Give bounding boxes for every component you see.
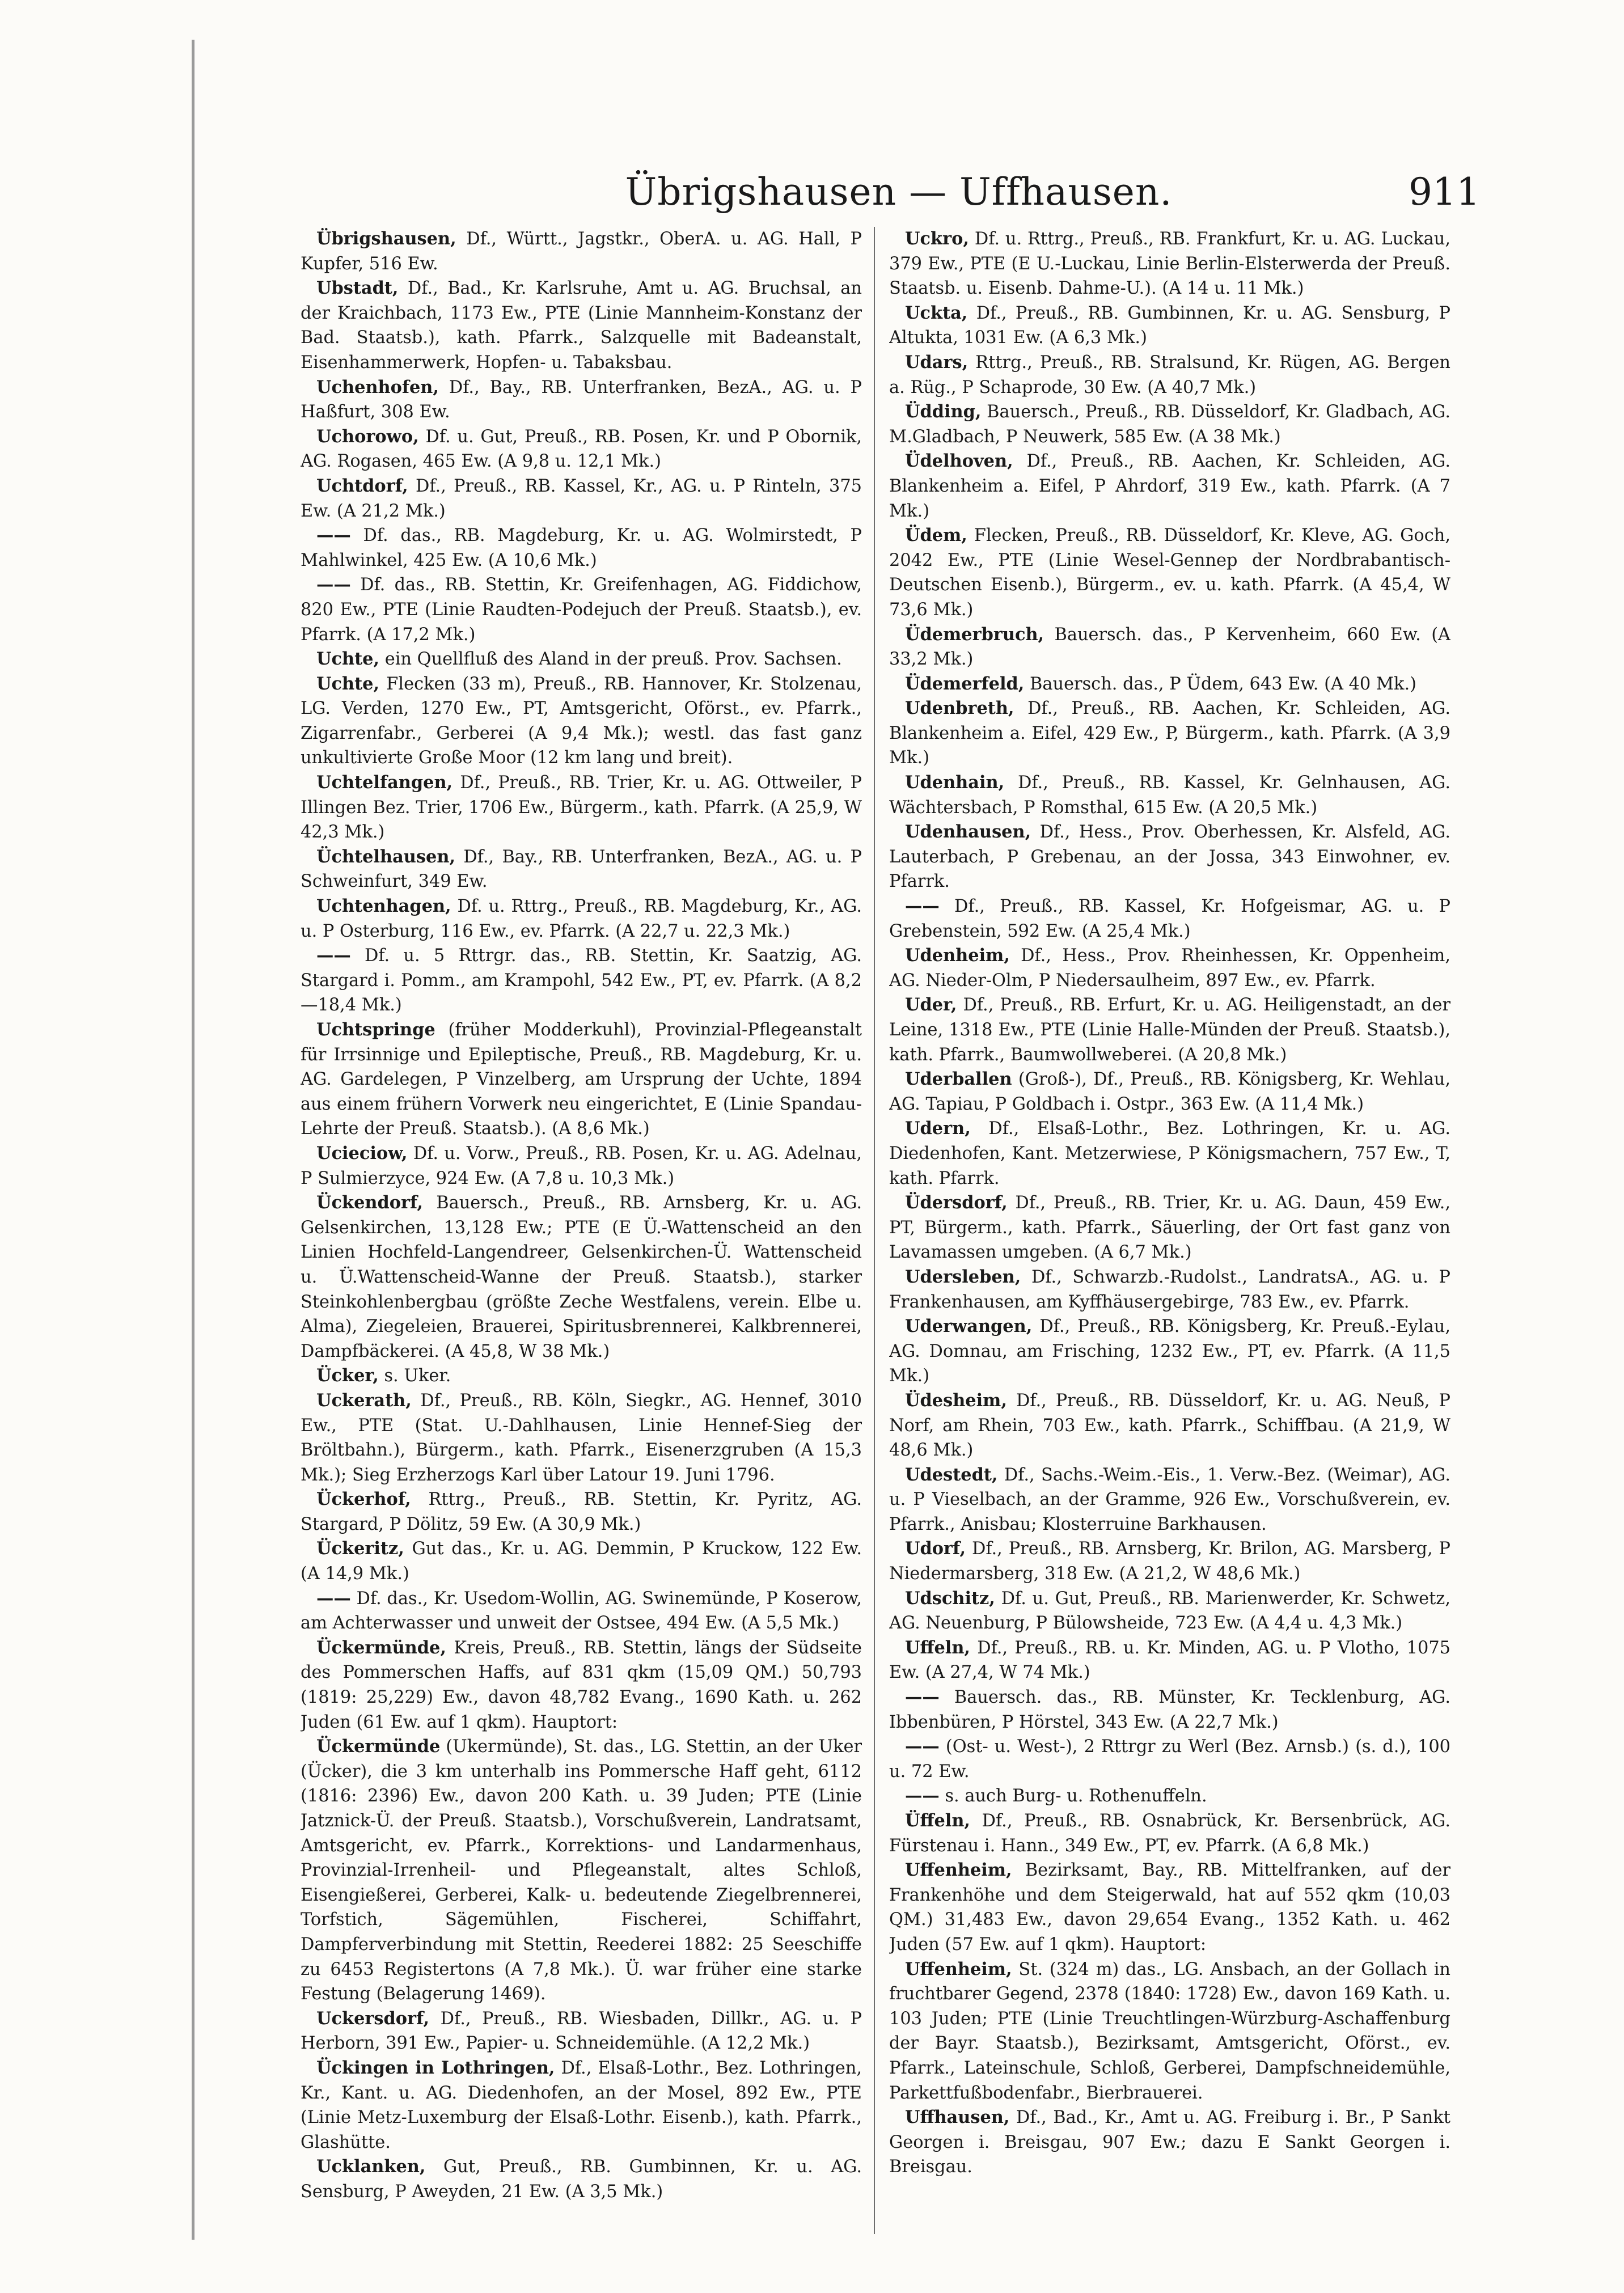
entry-text: Df., Bay., RB. Unterfranken, BezA., AG. u. P Schweinfurt, 349 Ew. (301, 847, 862, 892)
entry-text: Df., Elsaß-Lothr., Bez. Lothringen, Kr. u. AG. Diedenhofen, Kant. Metzerwiese, P Königsmachern, 757 Ew., T, kath. Pfarrk. (889, 1119, 1450, 1188)
entry-headword: Udenhausen, (905, 822, 1031, 843)
entry-headword: Uderwangen, (905, 1316, 1033, 1337)
page-header (318, 170, 1480, 227)
entry-headword: Ucieciow, (316, 1143, 408, 1164)
entry-text: Df., Hess., Prov. Rheinhessen, Kr. Oppenheim, AG. Nieder-Olm, P Niedersaulheim, 897 Ew., ev. Pfarrk. (889, 946, 1450, 991)
entry-text: (früher Modderkuhl), Provinzial-Pflegeanstalt für Irrsinnige und Epileptische, Preuß., RB. Magdeburg, Kr. u. AG. Gardelegen, P Vinzelberg, am Ursprung der Uchte, 1894 aus einem frühern Vorwerk neu eingerichtet, E (Linie Spandau-Lehrte der Preuß. Staatsb.). (A 8,6 Mk.) (301, 1020, 862, 1139)
entry-text: Df., Schwarzb.-Rudolst., LandratsA., AG. u. P Frankenhausen, am Kyffhäusergebirge, 783 Ew., ev. Pfarrk. (889, 1267, 1450, 1312)
entry-text: Df., Preuß., RB. Trier, Kr. u. AG. Daun, 459 Ew., PT, Bürgerm., kath. Pfarrk., Säuerling, der Ort fast ganz von Lavamassen umgeben. (A 6,7 Mk.) (889, 1193, 1450, 1263)
entry-text: (Ost- u. West-), 2 Rttrgr zu Werl (Bez. Arnsb.) (s. d.), 100 u. 72 Ew. (889, 1737, 1450, 1782)
entry-text: Flecken (33 m), Preuß., RB. Hannover, Kr. Stolzenau, LG. Verden, 1270 Ew., PT, Amtsgericht, Oförst., ev. Pfarrk., Zigarrenfabr., Gerberei (A 9,4 Mk.); westl. das fast ganz unkultivierte Große Moor (12 km lang und breit). (301, 674, 862, 768)
entry-headword: Udenbreth, (905, 698, 1014, 719)
entry-text: Df., Bay., RB. Unterfranken, BezA., AG. u. P Haßfurt, 308 Ew. (301, 377, 862, 422)
gazetteer-entry (889, 1537, 1450, 1586)
entry-text: Df., Preuß., RB. Osnabrück, Kr. Bersenbrück, AG. Fürstenau i. Hann., 349 Ew., PT, ev. Pfarrk. (A 6,8 Mk.) (889, 1811, 1450, 1856)
entry-headword: Udestedt, (905, 1464, 998, 1485)
gazetteer-entry (889, 696, 1450, 771)
entry-headword: Üdelhoven, (905, 451, 1013, 472)
entry-headword: Uffhausen, (905, 2107, 1010, 2128)
gazetteer-entry (889, 1685, 1450, 1734)
gazetteer-entry (301, 845, 862, 894)
entry-headword: Uckersdorf, (316, 2008, 430, 2029)
entry-text: Df., Preuß., RB. Aachen, Kr. Schleiden, AG. Blankenheim a. Eifel, P Ahrdorf, 319 Ew., kath. Pfarrk. (A 7 Mk.) (889, 451, 1450, 521)
entry-text: s. auch Burg- u. Rothenuffeln. (945, 1786, 1207, 1807)
entry-text: s. Uker. (384, 1366, 451, 1386)
entry-text: Df., Preuß., RB. Gumbinnen, Kr. u. AG. Sensburg, P Altukta, 1031 Ew. (A 6,3 Mk.) (889, 303, 1450, 348)
gazetteer-entry (889, 1858, 1450, 1957)
entry-headword: —— (316, 574, 351, 595)
entry-headword: Uchtspringe (316, 1019, 435, 1040)
entry-text: Flecken, Preuß., RB. Düsseldorf, Kr. Kleve, AG. Goch, 2042 Ew., PTE (Linie Wesel-Gennep der Nordbrabantisch-Deutschen Eisenb.), Bürgerm., ev. u. kath. Pfarrk. (A 45,4, W 73,6 Mk.) (889, 526, 1450, 620)
gazetteer-entry (889, 301, 1450, 350)
gazetteer-entry (301, 276, 862, 375)
gazetteer-entry (301, 1141, 862, 1191)
entry-headword: Udars, (905, 352, 969, 373)
gazetteer-entry (301, 1537, 862, 1586)
gazetteer-entry (889, 1389, 1450, 1463)
gazetteer-entry (301, 2007, 862, 2056)
gazetteer-entry (301, 1364, 862, 1389)
entry-text: Rttrg., Preuß., RB. Stralsund, Kr. Rügen, AG. Bergen a. Rüg., P Schaprode, 30 Ew. (A 40,7 Mk.) (889, 352, 1450, 397)
page-number: 911 (1409, 170, 1480, 214)
entry-headword: Uffenheim, (905, 1958, 1012, 1979)
entry-headword: Udenheim, (905, 945, 1010, 966)
gazetteer-entry (301, 425, 862, 474)
entry-headword: Ückerhof, (316, 1489, 411, 1510)
entry-text: Gut, Preuß., RB. Gumbinnen, Kr. u. AG. Sensburg, P Aweyden, 21 Ew. (A 3,5 Mk.) (301, 2157, 862, 2202)
gazetteer-entry (301, 1734, 862, 2007)
entry-headword: Udorf, (905, 1538, 966, 1559)
gazetteer-entry (889, 623, 1450, 672)
gazetteer-entry (301, 1636, 862, 1734)
gazetteer-entry (889, 1734, 1450, 1784)
entry-headword: Ubstadt, (316, 278, 399, 299)
entry-headword: Uffenheim, (905, 1860, 1012, 1881)
entry-headword: —— (905, 1736, 940, 1757)
entry-headword: Uckerath, (316, 1390, 412, 1411)
gazetteer-entry (889, 1463, 1450, 1537)
column-divider (874, 227, 875, 2234)
entry-text: Bauersch. das., RB. Münster, Kr. Tecklenburg, AG. Ibbenbüren, P Hörstel, 343 Ew. (A 22,7 Mk.) (889, 1687, 1450, 1732)
gazetteer-entry (301, 1191, 862, 1364)
entry-headword: Üdemerfeld, (905, 673, 1025, 694)
gazetteer-entry (889, 1191, 1450, 1265)
gazetteer-entry (301, 474, 862, 523)
gazetteer-entry (889, 771, 1450, 820)
entry-headword: Übrigshausen, (316, 229, 456, 249)
gazetteer-entry (301, 1389, 862, 1487)
entry-text: Df. u. Vorw., Preuß., RB. Posen, Kr. u. AG. Adelnau, P Sulmierzyce, 924 Ew. (A 7,8 u. 10,3 Mk.) (301, 1143, 862, 1188)
entry-headword: —— (905, 1786, 940, 1807)
entry-headword: Uchtenhagen, (316, 896, 451, 917)
entry-text: Df., Preuß., RB. Köln, Siegkr., AG. Hennef, 3010 Ew., PTE (Stat. U.-Dahlhausen, Linie Hennef-Sieg der Bröltbahn.), Bürgerm., kath. Pfarrk., Eisenerzgruben (A 15,3 Mk.); Sieg Erzherzogs Karl über Latour 19. Juni 1796. (301, 1390, 862, 1485)
entry-text: Df., Württ., Jagstkr., OberA. u. AG. Hall, P Kupfer, 516 Ew. (301, 229, 862, 274)
entry-headword: —— (316, 1588, 351, 1609)
gazetteer-entry (301, 573, 862, 647)
gazetteer-entry (301, 375, 862, 425)
entry-headword: Ückeritz, (316, 1538, 404, 1559)
entry-headword: Uffeln, (905, 1637, 971, 1658)
entry-text: Df., Elsaß-Lothr., Bez. Lothringen, Kr., Kant. u. AG. Diedenhofen, an der Mosel, 892 Ew., PTE (Linie Metz-Luxemburg der Elsaß-Lothr. Eisenb.), kath. Pfarrk., Glashütte. (301, 2058, 862, 2152)
entry-headword: Uderballen (905, 1069, 1012, 1090)
page-edge-line (192, 40, 194, 2240)
gazetteer-entry (301, 1018, 862, 1141)
entry-headword: Üdding, (905, 401, 982, 422)
entry-text: Rttrg., Preuß., RB. Stettin, Kr. Pyritz, AG. Stargard, P Dölitz, 59 Ew. (A 30,9 Mk.) (301, 1490, 862, 1534)
gazetteer-entry (889, 1265, 1450, 1314)
entry-headword: —— (316, 525, 351, 546)
gazetteer-entry (889, 2105, 1450, 2180)
entry-headword: Uchtelfangen, (316, 772, 453, 793)
gazetteer-entry (301, 2155, 862, 2204)
entry-headword: Uchtdorf, (316, 475, 408, 496)
entry-text: Df. u. Rttrg., Preuß., RB. Magdeburg, Kr., AG. u. P Osterburg, 116 Ew., ev. Pfarrk. (A 22,7 u. 22,3 Mk.) (301, 896, 862, 941)
gazetteer-entry (889, 1957, 1450, 2106)
gazetteer-entry (889, 1587, 1450, 1636)
entry-text: Df., Preuß., RB. Wiesbaden, Dillkr., AG. u. P Herborn, 391 Ew., Papier- u. Schneidemühle. (A 12,2 Mk.) (301, 2008, 862, 2054)
gazetteer-entry (889, 894, 1450, 944)
entry-headword: Üdersdorf, (905, 1192, 1008, 1213)
gazetteer-entry (889, 820, 1450, 894)
entry-text: Bezirksamt, Bay., RB. Mittelfranken, auf der Frankenhöhe und dem Steigerwald, hat auf 552 qkm (10,03 QM.) 31,483 Ew., davon 29,654 Evang., 1352 Kath. u. 462 Juden (57 Ew. auf 1 qkm). Hauptort: (889, 1860, 1450, 1954)
gazetteer-entry (889, 523, 1450, 622)
page-title: Übrigshausen — Uffhausen. (625, 170, 1173, 214)
entry-text: Df., Bad., Kr., Amt u. AG. Freiburg i. Br., P Sankt Georgen i. Breisgau, 907 Ew.; dazu E Sankt Georgen i. Breisgau. (889, 2108, 1450, 2177)
entry-headword: Uchenhofen, (316, 376, 439, 397)
entry-headword: Üdesheim, (905, 1390, 1007, 1411)
gazetteer-entry (889, 993, 1450, 1067)
entry-text: Df., Sachs.-Weim.-Eis., 1. Verw.-Bez. (Weimar), AG. u. P Vieselbach, an der Gramme, 926 Ew., Vorschußverein, ev. Pfarrk., Anisbau; Klosterruine Barkhausen. (889, 1465, 1450, 1534)
entry-headword: Udschitz, (905, 1588, 995, 1609)
entry-text: Bauersch., Preuß., RB. Düsseldorf, Kr. Gladbach, AG. M.Gladbach, P Neuwerk, 585 Ew. (A 38 Mk.) (889, 402, 1450, 447)
entry-headword: Uchorowo, (316, 426, 419, 447)
gazetteer-entry (301, 2056, 862, 2155)
entry-text: ein Quellfluß des Aland in der preuß. Prov. Sachsen. (384, 649, 842, 670)
entry-text: Df. das., Kr. Usedom-Wollin, AG. Swinemünde, P Koserow, am Achterwasser und unweit der Ostsee, 494 Ew. (A 5,5 Mk.) (301, 1588, 862, 1634)
gazetteer-entry (301, 523, 862, 573)
entry-text: Df. u. 5 Rttrgr. das., RB. Stettin, Kr. Saatzig, AG. Stargard i. Pomm., am Krampohl, 542 Ew., PT, ev. Pfarrk. (A 8,2—18,4 Mk.) (301, 946, 862, 1016)
gazetteer-entry (301, 1587, 862, 1636)
entry-text: Df., Preuß., RB. Erfurt, Kr. u. AG. Heiligenstadt, an der Leine, 1318 Ew., PTE (Linie Halle-Münden der Preuß. Staatsb.), kath. Pfarrk., Baumwollweberei. (A 20,8 Mk.) (889, 995, 1450, 1065)
entry-text: Df. das., RB. Magdeburg, Kr. u. AG. Wolmirstedt, P Mahlwinkel, 425 Ew. (A 10,6 Mk.) (301, 526, 862, 570)
entry-text: (Groß-), Df., Preuß., RB. Königsberg, Kr. Wehlau, AG. Tapiau, P Goldbach i. Ostpr., 363 Ew. (A 11,4 Mk.) (889, 1069, 1450, 1114)
gazetteer-entry (301, 894, 862, 944)
left-column (301, 227, 862, 2234)
entry-headword: Udersleben, (905, 1266, 1021, 1287)
entry-headword: —— (316, 945, 351, 966)
entry-headword: Uckta, (905, 302, 968, 323)
entry-text: Df., Preuß., RB. Kassel, Kr. Gelnhausen, AG. Wächtersbach, P Romsthal, 615 Ew. (A 20,5 Mk.) (889, 773, 1450, 818)
entry-text: Df. das., RB. Stettin, Kr. Greifenhagen, AG. Fiddichow, 820 Ew., PTE (Linie Raudten-Podejuch der Preuß. Staatsb.), ev. Pfarrk. (A 17,2 Mk.) (301, 575, 862, 645)
entry-headword: Ückermünde, (316, 1637, 446, 1658)
entry-text: Df., Preuß., RB. Kassel, Kr., AG. u. P Rinteln, 375 Ew. (A 21,2 Mk.) (301, 476, 862, 521)
entry-headword: Uchte, (316, 673, 380, 694)
entry-text: Df., Preuß., RB. Düsseldorf, Kr. u. AG. Neuß, P Norf, am Rhein, 703 Ew., kath. Pfarrk., Schiffbau. (A 21,9, W 48,6 Mk.) (889, 1390, 1450, 1461)
gazetteer-entry (889, 1116, 1450, 1191)
entry-text: Kreis, Preuß., RB. Stettin, längs der Südseite des Pommerschen Haffs, auf 831 qkm (15,09 QM.) 50,793 (1819: 25,229) Ew., davon 48,782 Evang., 1690 Kath. u. 262 Juden (61 Ew. auf 1 qkm). Hauptort: (301, 1638, 862, 1732)
entry-text: Df. u. Gut, Preuß., RB. Marienwerder, Kr. Schwetz, AG. Neuenburg, P Bülowsheide, 723 Ew. (A 4,4 u. 4,3 Mk.) (889, 1588, 1450, 1634)
entry-headword: Üchtelhausen, (316, 846, 456, 867)
entry-text: Df., Preuß., RB. Aachen, Kr. Schleiden, AG. Blankenheim a. Eifel, 429 Ew., P, Bürgerm., kath. Pfarrk. (A 3,9 Mk.) (889, 699, 1450, 768)
entry-headword: Uder, (905, 995, 957, 1016)
gazetteer-entry (889, 1784, 1450, 1809)
entry-text: Gut das., Kr. u. AG. Demmin, P Kruckow, 122 Ew. (A 14,9 Mk.) (301, 1539, 862, 1584)
entry-text: Df., Hess., Prov. Oberhessen, Kr. Alsfeld, AG. Lauterbach, P Grebenau, an der Jossa, 343 Einwohner, ev. Pfarrk. (889, 822, 1450, 892)
entry-text: Df., Preuß., RB. Königsberg, Kr. Preuß.-Eylau, AG. Domnau, am Frisching, 1232 Ew., PT, ev. Pfarrk. (A 11,5 Mk.) (889, 1317, 1450, 1386)
right-column (889, 227, 1450, 2234)
entry-text: Df., Bad., Kr. Karlsruhe, Amt u. AG. Bruchsal, an der Kraichbach, 1173 Ew., PTE (Linie Mannheim-Konstanz der Bad. Staatsb.), kath. Pfarrk., Salzquelle mit Badeanstalt, Eisenhammerwerk, Hopfen- u. Tabaksbau. (301, 278, 862, 373)
gazetteer-entry (889, 1067, 1450, 1116)
entry-headword: Üdemerbruch, (905, 624, 1044, 645)
gazetteer-entry (301, 647, 862, 672)
gazetteer-entry (301, 1487, 862, 1537)
gazetteer-entry (301, 771, 862, 845)
entry-text: Df. u. Gut, Preuß., RB. Posen, Kr. und P Obornik, AG. Rogasen, 465 Ew. (A 9,8 u. 12,1 Mk.) (301, 426, 862, 472)
gazetteer-entry (889, 449, 1450, 523)
entry-text: Df., Preuß., RB. u. Kr. Minden, AG. u. P Vlotho, 1075 Ew. (A 27,4, W 74 Mk.) (889, 1638, 1450, 1683)
gazetteer-entry (301, 944, 862, 1018)
gazetteer-entry (889, 944, 1450, 993)
gazetteer-entry (889, 227, 1450, 301)
entry-headword: Uckro, (905, 229, 969, 249)
entry-text: (Ukermünde), St. das., LG. Stettin, an der Uker (Ücker), die 3 km unterhalb ins Pommersche Haff geht, 6112 (1816: 2396) Ew., davon 200 Kath. u. 39 Juden; PTE (Linie Jatznick-Ü. der Preuß. Staatsb.), Vorschußverein, Landratsamt, Amtsgericht, ev. Pfarrk., Korrektions- und Landarmenhaus, Provinzial-Irrenheil- und Pflegeanstalt, altes Schloß, Eisengießerei, Gerberei, Kalk- u. bedeutende Ziegelbrennerei, Torfstich, Sägemühlen, Fischerei, Schiffahrt, Dampferverbindung mit Stettin, Reederei 1882: 25 Seeschiffe zu 6453 Registertons (A 7,8 Mk.). Ü. war früher eine starke Festung (Belagerung 1469). (301, 1737, 862, 2004)
gazetteer-entry (889, 672, 1450, 697)
entry-text: St. (324 m) das., LG. Ansbach, an der Gollach in fruchtbarer Gegend, 2378 (1840: 1728) Ew., davon 169 Kath. u. 103 Juden; PTE (Linie Treuchtlingen-Würzburg-Aschaffenburg der Bayr. Staatsb.), Bezirksamt, Amtsgericht, Oförst., ev. Pfarrk., Lateinschule, Schloß, Gerberei, Dampfschneidemühle, Parkettfußbodenfabr., Bierbrauerei. (889, 1959, 1450, 2103)
gazetteer-entry (889, 1314, 1450, 1389)
entry-text: Bauersch. das., P Kervenheim, 660 Ew. (A 33,2 Mk.) (889, 624, 1450, 670)
entry-headword: Uchte, (316, 649, 380, 670)
gazetteer-entry (889, 400, 1450, 449)
entry-headword: —— (905, 896, 940, 917)
gazetteer-entry (889, 1636, 1450, 1685)
entry-headword: Udern, (905, 1118, 971, 1139)
entry-headword: Ückendorf, (316, 1192, 424, 1213)
entry-headword: Üdem, (905, 525, 967, 546)
entry-headword: Ucklanken, (316, 2156, 426, 2177)
entry-headword: —— (905, 1687, 940, 1708)
entry-text: Bauersch., Preuß., RB. Arnsberg, Kr. u. AG. Gelsenkirchen, 13,128 Ew.; PTE (E Ü.-Wattenscheid an den Linien Hochfeld-Langendreer, Gelsenkirchen-Ü. Wattenscheid u. Ü.Wattenscheid-Wanne der Preuß. Staatsb.), starker Steinkohlenbergbau (größte Zeche Westfalens, verein. Elbe u. Alma), Ziegeleien, Brauerei, Spiritusbrennerei, Kalkbrennerei, Dampfbäckerei. (A 45,8, W 38 Mk.) (301, 1193, 862, 1361)
entry-headword: Ückermünde (316, 1736, 441, 1757)
entry-text: Bauersch. das., P Üdem, 643 Ew. (A 40 Mk.) (1030, 674, 1416, 694)
gazetteer-entry (889, 1809, 1450, 1858)
entry-text: Df., Preuß., RB. Arnsberg, Kr. Brilon, AG. Marsberg, P Niedermarsberg, 318 Ew. (A 21,2, W 48,6 Mk.) (889, 1539, 1450, 1584)
entry-text: Df. u. Rttrg., Preuß., RB. Frankfurt, Kr. u. AG. Luckau, 379 Ew., PTE (E U.-Luckau, Linie Berlin-Elsterwerda der Preuß. Staatsb. u. Eisenb. Dahme-U.). (A 14 u. 11 Mk.) (889, 229, 1450, 299)
entry-headword: Ücker, (316, 1365, 379, 1386)
entry-headword: Ückingen in Lothringen, (316, 2057, 555, 2078)
entry-headword: Üffeln, (905, 1810, 971, 1831)
gazetteer-entry (301, 227, 862, 276)
entry-text: Df., Preuß., RB. Kassel, Kr. Hofgeismar, AG. u. P Grebenstein, 592 Ew. (A 25,4 Mk.) (889, 896, 1450, 941)
entry-text: Df., Preuß., RB. Trier, Kr. u. AG. Ottweiler, P Illingen Bez. Trier, 1706 Ew., Bürgerm., kath. Pfarrk. (A 25,9, W 42,3 Mk.) (301, 773, 862, 843)
entry-headword: Udenhain, (905, 772, 1005, 793)
gazetteer-entry (301, 672, 862, 771)
gazetteer-entry (889, 350, 1450, 400)
